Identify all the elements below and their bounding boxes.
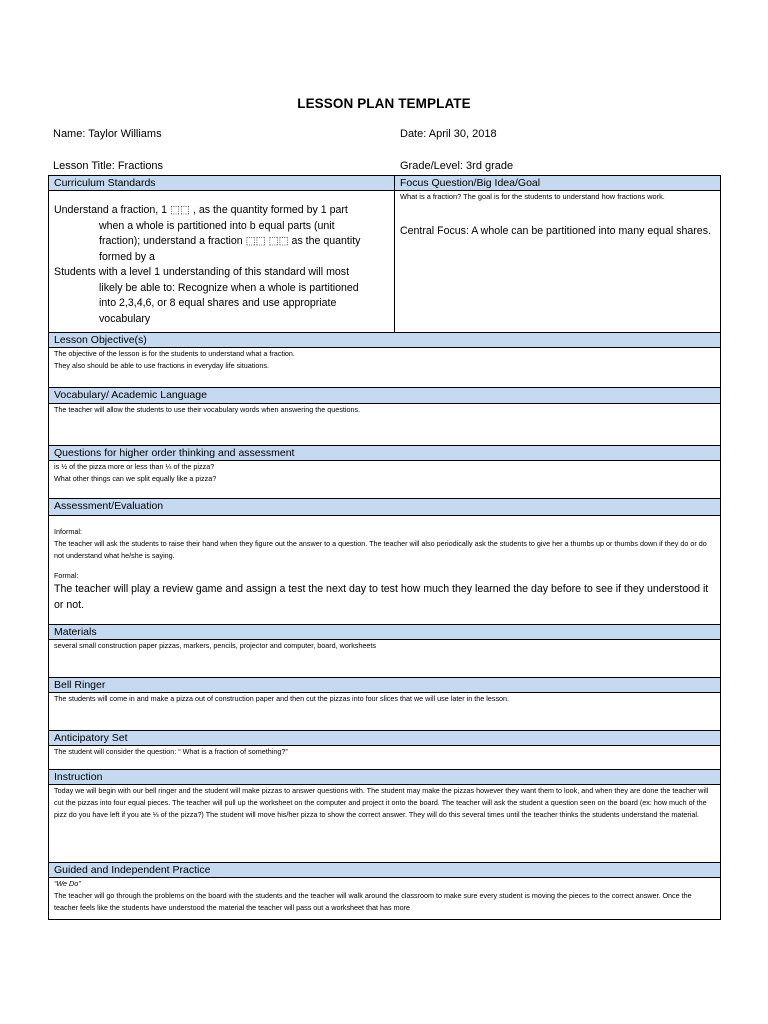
informal-label: Informal: bbox=[54, 527, 82, 536]
lesson-plan-table bbox=[48, 175, 721, 920]
assessment-content bbox=[49, 516, 721, 625]
we-do-label: “We Do” bbox=[54, 879, 81, 888]
focus-content bbox=[395, 191, 721, 333]
questions-content: is ½ of the pizza more or less than ¼ of the pizza? What other things can we split equally like a pizza? bbox=[49, 461, 721, 499]
bell-ringer-header: Bell Ringer bbox=[49, 678, 721, 693]
vocabulary-header: Vocabulary/ Academic Language bbox=[49, 388, 721, 404]
anticipatory-header: Anticipatory Set bbox=[49, 731, 721, 746]
questions-header: Questions for higher order thinking and assessment bbox=[49, 446, 721, 461]
teacher-name: Name: Taylor Williams bbox=[53, 128, 162, 140]
vocabulary-content: The teacher will allow the students to use their vocabulary words when answering the questions. bbox=[49, 404, 721, 446]
formal-label: Formal: bbox=[54, 571, 79, 580]
instruction-content: Today we will begin with our bell ringer and the student will make pizzas to answer questions with. The student may make the pizzas however they want them to look, and when they are done the teacher will cut the pizzas into four equal pieces. The teacher will pull up the worksheet on the computer and project it onto the board. The teacher will ask the student a question seen on the board (ex: how much of the pizz do you have left if you ate ⅓ of the pizza?) The student will move his/her pizza to show the correct answer. They will do this several times until the teacher thinks the students understand the material. bbox=[49, 785, 721, 863]
anticipatory-content: The student will consider the question: “ What is a fraction of something?” bbox=[49, 746, 721, 770]
practice-text: The teacher will go through the problems on the board with the students and the teacher will walk around the classroom to make sure every student is moving the pieces to the correct answer. Once the teacher feels like the students have understood the material the teacher will pass out a worksheet that has more bbox=[54, 891, 692, 912]
formal-text: The teacher will play a review game and assign a test the next day to test how much they learned the day before to see if they understood it or not. bbox=[54, 583, 709, 611]
curriculum-standards: Understand a fraction, 1 ⬚⬚ , as the quantity formed by 1 part when a whole is partitioned into b equal parts (unit fraction); understand a fraction ⬚⬚ ⬚⬚ as the quantity formed by a Students with a level 1 understanding of this standard will most likely be able to: Recognize when a whole is partitioned into 2,3,4,6, or 8 equal shares and use appropriate vocabulary bbox=[49, 191, 395, 333]
lesson-title: Lesson Title: Fractions bbox=[53, 160, 164, 172]
curriculum-header: Curriculum Standards bbox=[49, 176, 395, 191]
instruction-header: Instruction bbox=[49, 770, 721, 785]
practice-header: Guided and Independent Practice bbox=[49, 863, 721, 878]
page-title: LESSON PLAN TEMPLATE bbox=[297, 96, 471, 111]
assessment-header: Assessment/Evaluation bbox=[49, 499, 721, 516]
materials-content: several small construction paper pizzas, markers, pencils, projector and computer, board, worksheets bbox=[49, 640, 721, 678]
objectives-header: Lesson Objective(s) bbox=[49, 333, 721, 348]
objectives-content: The objective of the lesson is for the students to understand what a fraction. They also should be able to use fractions in everyday life situations. bbox=[49, 348, 721, 388]
central-focus: Central Focus: A whole can be partitioned into many equal shares. bbox=[400, 225, 711, 237]
lesson-date: Date: April 30, 2018 bbox=[400, 128, 497, 140]
informal-text: The teacher will ask the students to raise their hand when they figure out the answer to a question. The teacher will also periodically ask the students to give her a thumbs up or thumbs down if they do or do not understand what he/she is saying. bbox=[54, 539, 707, 560]
focus-goal: What is a fraction? The goal is for the students to understand how fractions work. bbox=[400, 192, 665, 201]
materials-header: Materials bbox=[49, 625, 721, 640]
grade-level: Grade/Level: 3rd grade bbox=[400, 160, 514, 172]
bell-ringer-content: The students will come in and make a pizza out of construction paper and then cut the pizzas into four slices that we will use later in the lesson. bbox=[49, 693, 721, 731]
practice-content bbox=[49, 878, 721, 920]
focus-header: Focus Question/Big Idea/Goal bbox=[395, 176, 721, 191]
